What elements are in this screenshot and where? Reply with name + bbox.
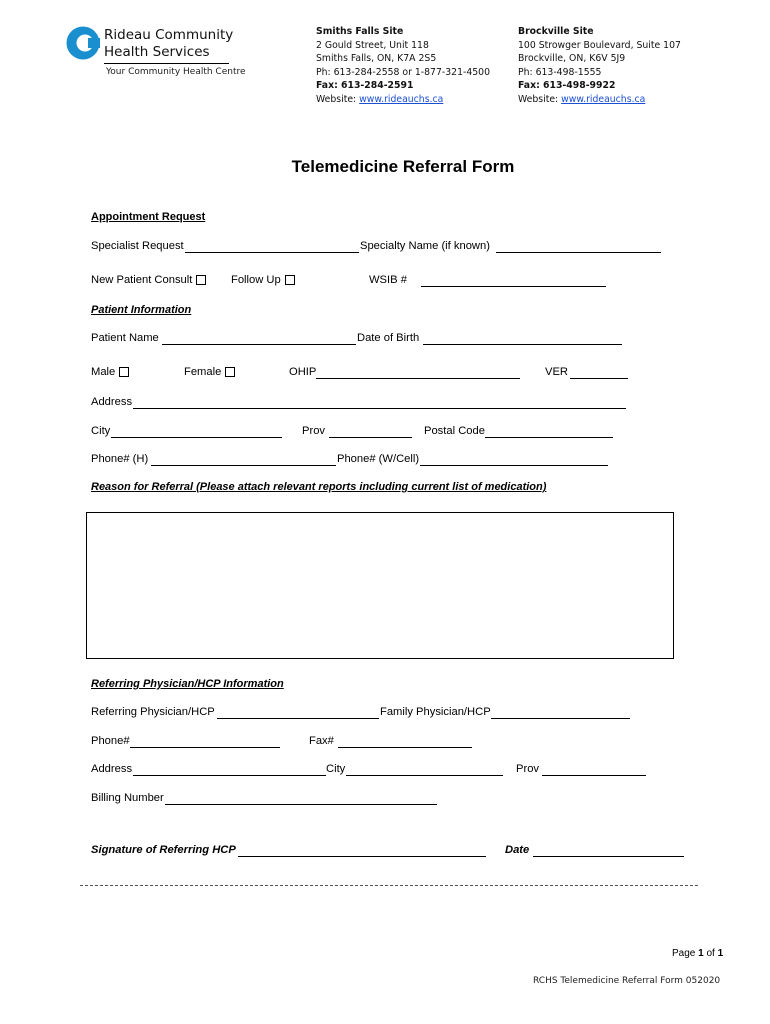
male-option[interactable] <box>91 366 129 378</box>
male-label: Male <box>91 366 116 378</box>
site-address2: Smiths Falls, ON, K7A 2S5 <box>316 53 437 65</box>
section-referring-physician: Referring Physician/HCP Information <box>91 678 284 690</box>
form-title: Telemedicine Referral Form <box>291 157 515 176</box>
site-website-link[interactable]: www.rideauchs.ca <box>359 93 444 105</box>
referring-prov-label: Prov <box>516 763 540 775</box>
page-number <box>672 948 723 959</box>
site-brockville <box>518 25 681 107</box>
section-reason-for-referral: Reason for Referral (Please attach relevant reports including current list of medication) <box>91 481 547 493</box>
referring-prov-field[interactable] <box>542 775 646 776</box>
referring-phone-field[interactable] <box>130 747 280 748</box>
referring-physician-field[interactable] <box>217 718 379 719</box>
patient-prov-field[interactable] <box>329 437 412 438</box>
patient-city-label: City <box>91 425 111 437</box>
page-total: 1 <box>717 948 724 959</box>
new-patient-consult-option[interactable] <box>91 274 206 286</box>
dob-label: Date of Birth <box>357 332 420 344</box>
ver-label: VER <box>545 366 569 378</box>
referring-address-field[interactable] <box>133 775 326 776</box>
postal-code-field[interactable] <box>485 437 613 438</box>
signature-label: Signature of Referring HCP <box>91 844 236 856</box>
org-name <box>104 27 233 61</box>
logo-divider <box>104 63 229 64</box>
section-patient-information: Patient Information <box>91 304 192 316</box>
site-website-label: Website: <box>316 93 360 105</box>
site-website-label: Website: <box>518 93 562 105</box>
referring-address-label: Address <box>91 763 133 775</box>
follow-up-option[interactable] <box>231 274 295 286</box>
referring-fax-field[interactable] <box>338 747 472 748</box>
female-label: Female <box>184 366 222 378</box>
ohip-field[interactable] <box>316 378 520 379</box>
female-checkbox[interactable] <box>225 367 235 377</box>
date-field[interactable] <box>533 856 684 857</box>
phone-work-label: Phone# (W/Cell) <box>337 453 420 465</box>
referring-city-label: City <box>326 763 346 775</box>
site-name: Smiths Falls Site <box>316 26 404 37</box>
page-divider <box>80 885 698 886</box>
specialist-request-field[interactable] <box>185 252 359 253</box>
specialist-request-label: Specialist Request <box>91 240 184 252</box>
site-address1: 100 Strowger Boulevard, Suite 107 <box>518 39 681 51</box>
billing-number-label: Billing Number <box>91 792 164 804</box>
postal-code-label: Postal Code <box>424 425 485 437</box>
site-phone: Ph: 613-498-1555 <box>518 66 602 78</box>
org-tagline: Your Community Health Centre <box>106 67 246 77</box>
page-current: 1 <box>698 948 704 959</box>
phone-home-field[interactable] <box>151 465 336 466</box>
referring-phone-label: Phone# <box>91 735 130 747</box>
org-name-line1: Rideau Community <box>104 27 234 43</box>
patient-address-field[interactable] <box>133 408 626 409</box>
reason-for-referral-textarea[interactable] <box>86 512 674 659</box>
site-name: Brockville Site <box>518 26 594 37</box>
billing-number-field[interactable] <box>165 804 437 805</box>
site-phone: Ph: 613-284-2558 or 1-877-321-4500 <box>316 66 490 78</box>
patient-name-field[interactable] <box>162 344 356 345</box>
logo-icon <box>66 26 100 60</box>
date-label: Date <box>505 844 530 856</box>
section-appointment-request: Appointment Request <box>91 211 206 223</box>
ver-field[interactable] <box>570 378 628 379</box>
site-fax: Fax: 613-498-9922 <box>518 80 616 92</box>
new-patient-consult-checkbox[interactable] <box>196 275 206 285</box>
patient-name-label: Patient Name <box>91 332 159 344</box>
follow-up-label: Follow Up <box>231 274 281 286</box>
patient-prov-label: Prov <box>302 425 326 437</box>
patient-address-label: Address <box>91 396 133 408</box>
site-smiths-falls <box>316 25 490 107</box>
referring-city-field[interactable] <box>346 775 503 776</box>
specialty-name-label: Specialty Name (if known) <box>360 240 490 252</box>
ohip-label: OHIP <box>289 366 317 378</box>
phone-home-label: Phone# (H) <box>91 453 149 465</box>
wsib-label: WSIB # <box>369 274 407 286</box>
wsib-field[interactable] <box>421 286 606 287</box>
female-option[interactable] <box>184 366 235 378</box>
family-physician-label: Family Physician/HCP <box>380 706 491 718</box>
patient-city-field[interactable] <box>111 437 282 438</box>
specialty-name-field[interactable] <box>496 252 661 253</box>
referring-fax-label: Fax# <box>309 735 334 747</box>
page-of: of <box>703 948 718 959</box>
family-physician-field[interactable] <box>491 718 630 719</box>
site-fax: Fax: 613-284-2591 <box>316 80 414 92</box>
male-checkbox[interactable] <box>119 367 129 377</box>
follow-up-checkbox[interactable] <box>285 275 295 285</box>
site-address2: Brockville, ON, K6V 5J9 <box>518 53 626 65</box>
dob-field[interactable] <box>423 344 622 345</box>
org-name-line2: Health Services <box>104 44 210 60</box>
referring-physician-label: Referring Physician/HCP <box>91 706 215 718</box>
phone-work-field[interactable] <box>420 465 608 466</box>
form-id: RCHS Telemedicine Referral Form 052020 <box>533 976 721 986</box>
site-address1: 2 Gould Street, Unit 118 <box>316 39 429 51</box>
signature-field[interactable] <box>238 856 486 857</box>
site-website-link[interactable]: www.rideauchs.ca <box>561 93 646 105</box>
new-patient-consult-label: New Patient Consult <box>91 274 193 286</box>
page-prefix: Page <box>672 948 699 959</box>
